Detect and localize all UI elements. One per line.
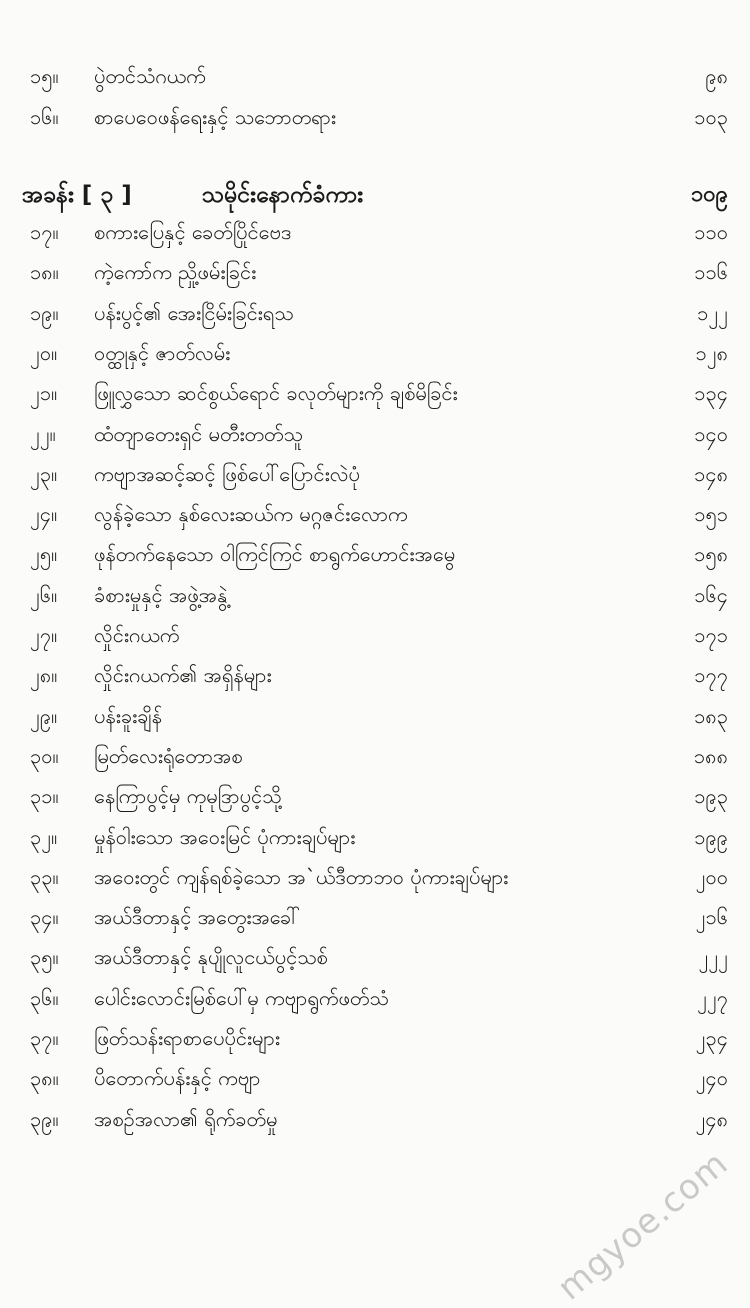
toc-entry [22,494,728,534]
toc-entry [22,575,728,615]
watermark: mgyoe.com [550,1143,736,1308]
entry-title: ခံစားမှုနှင့် အဖွဲ့အနွဲ့ [94,582,228,607]
section-title: သမိုင်းနောက်ခံကား [202,182,364,208]
entry-title: ကဗျာအဆင့်ဆင့် ဖြစ်ပေါ်ပြောင်းလဲပုံ [94,461,360,486]
entry-title: ပေါင်းလောင်းမြစ်ပေါ်မှ ကဗျာရွက်ဖတ်သံ [94,985,389,1010]
entry-number: ၃၁။ [30,784,59,809]
entry-title: ပန်းခူးချိန် [94,703,162,728]
toc-entry [22,736,728,776]
entry-number: ၃၄။ [30,905,59,930]
section-page-number: ၁၀၉ [690,182,728,207]
entry-number: ၁၆။ [30,105,59,129]
entry-number: ၃၂။ [30,824,58,849]
toc-entry [22,776,728,816]
toc-entry [22,1099,728,1139]
toc-entry [22,897,728,937]
entry-page-number: ၁၇၁ [694,623,728,647]
entry-number: ၂၃။ [30,461,58,486]
entry-title: မြတ်လေးရုံတောအစ [94,743,243,768]
entry-page-number: ၁၈၈ [693,743,728,768]
entry-page-number: ၂၂၂ [698,945,728,970]
entry-title: စကားပြေနှင့် ခေတ်ပြိုင်ဗေဒ [94,220,292,244]
entry-page-number: ၁၇၇ [694,663,728,688]
entry-page-number: ၁၉၃ [694,784,728,809]
entry-page-number: ၁၄၀ [694,421,728,446]
entry-page-number: ၂၀၀ [695,864,728,889]
section-label: အခန်း [ ၃ ] [22,182,132,208]
entry-page-number: ၁၂၂ [697,300,728,325]
toc-entry [22,414,728,454]
toc-entry [22,333,728,373]
toc-entry [22,97,728,137]
entry-page-number: ၉၈ [705,64,728,88]
entry-page-number: ၂၂၇ [697,985,728,1010]
entry-page-number: ၁၉၉ [694,824,728,849]
entry-title: အယ်ဒီတာနှင့် နုပျိုလူငယ်ပွင့်သစ် [94,945,328,970]
entry-number: ၃၅။ [30,945,59,970]
entry-title: ဖုန်တက်နေသော ဝါကြင်ကြင် စာရွက်ဟောင်းအမွေ [94,542,456,567]
entry-page-number: ၁၄၈ [694,461,728,486]
entry-page-number: ၁၆၄ [694,582,728,607]
entry-title: အဝေးတွင် ကျန်ရစ်ခဲ့သော အ`ယ်ဒီတာဘဝ ပုံကားချပ်များ [94,864,509,889]
toc-entry [22,817,728,857]
entry-page-number: ၁၂၈ [695,340,728,365]
toc-entry [22,252,728,292]
entry-title: ဖြူလွှသော ဆင်စွယ်ရောင် ခလုတ်များကို ချစ်မိခြင်း [94,381,458,406]
toc-entry [22,655,728,695]
entry-number: ၂၄။ [30,502,58,527]
entry-page-number: ၂၄၀ [695,1066,728,1091]
entry-page-number: ၁၁၀ [694,220,728,244]
entry-number: ၃၇။ [30,1026,59,1050]
toc-entry [22,1058,728,1098]
entry-number: ၁၉။ [30,300,59,325]
entry-number: ၂၆။ [30,582,58,607]
entry-number: ၂၇။ [30,623,58,647]
entry-page-number: ၂၄၈ [695,1106,728,1131]
entry-title: ကဲ့ကော်က ညှို့ဖမ်းခြင်း [94,260,257,285]
entry-number: ၁၇။ [30,220,59,244]
entry-number: ၂၉။ [30,703,58,728]
toc-entry [22,212,728,252]
entry-title: စာပေဝေဖန်ရေးနှင့် သဘောတရား [94,105,336,129]
entry-title: ထံတျာတေးရှင် မတီးတတ်သူ [94,421,303,446]
entry-number: ၂၂။ [30,421,56,446]
entry-title: အစဉ်အလာ၏ ရိုက်ခတ်မှု [94,1106,278,1131]
toc-entry [22,293,728,333]
toc-entry [22,857,728,897]
entry-title: ပွဲတင်သံဂယက် [94,64,206,88]
entry-title: ဝတ္ထုနှင့် ဇာတ်လမ်း [94,340,231,365]
entry-number: ၃၉။ [30,1106,59,1131]
entry-number: ၂၈။ [30,663,58,688]
toc-entry [22,454,728,494]
entry-title: ပန်းပွင့်၏ အေးငြိမ်းခြင်းရသ [94,300,294,325]
entry-page-number: ၁၈၃ [694,703,728,728]
toc-entry [22,56,728,96]
entry-number: ၂၅။ [30,542,58,567]
entry-number: ၁၈။ [30,260,59,285]
entry-title: ပိတောက်ပန်းနှင့် ကဗျာ [94,1066,261,1091]
entry-number: ၃၃။ [30,864,59,889]
entry-page-number: ၁၃၄ [694,381,728,406]
entry-number: ၁၅။ [30,64,59,88]
entry-number: ၃၀။ [30,743,59,768]
entry-title: လှိုင်းဂယက်၏ အရှိန်များ [94,663,272,688]
entry-number: ၃၆။ [30,985,59,1010]
entry-number: ၂၁။ [30,381,58,406]
entry-title: ဖြတ်သန်းရာစာပေပိုင်းများ [94,1026,280,1050]
entry-page-number: ၁၅၈ [694,542,728,567]
entry-page-number: ၁၁၆ [694,260,728,285]
toc-entry [22,937,728,977]
toc-entry [22,1018,728,1058]
entry-title: နေကြာပွင့်မှ ကုမုဒြာပွင့်သို့ [94,784,282,809]
entry-number: ၃၈။ [30,1066,59,1091]
entry-title: လှိုင်းဂယက် [94,623,180,647]
entry-title: မှုန်ဝါးသော အဝေးမြင် ပုံကားချပ်များ [94,824,356,849]
entry-page-number: ၂၃၄ [695,1026,728,1050]
toc-entry [22,534,728,574]
entry-page-number: ၁၅၁ [694,502,728,527]
toc-entry [22,978,728,1018]
entry-title: လွန်ခဲ့သော နှစ်လေးဆယ်က မဂ္ဂဇင်းလောက [94,502,408,527]
toc-entry [22,696,728,736]
entry-page-number: ၁၀၃ [694,105,728,129]
entry-title: အယ်ဒီတာနှင့် အတွေးအခေါ် [94,905,301,930]
entry-number: ၂၀။ [30,340,58,365]
entry-page-number: ၂၁၆ [695,905,728,930]
toc-entry [22,373,728,413]
section-heading [22,175,728,215]
toc-entry [22,615,728,655]
